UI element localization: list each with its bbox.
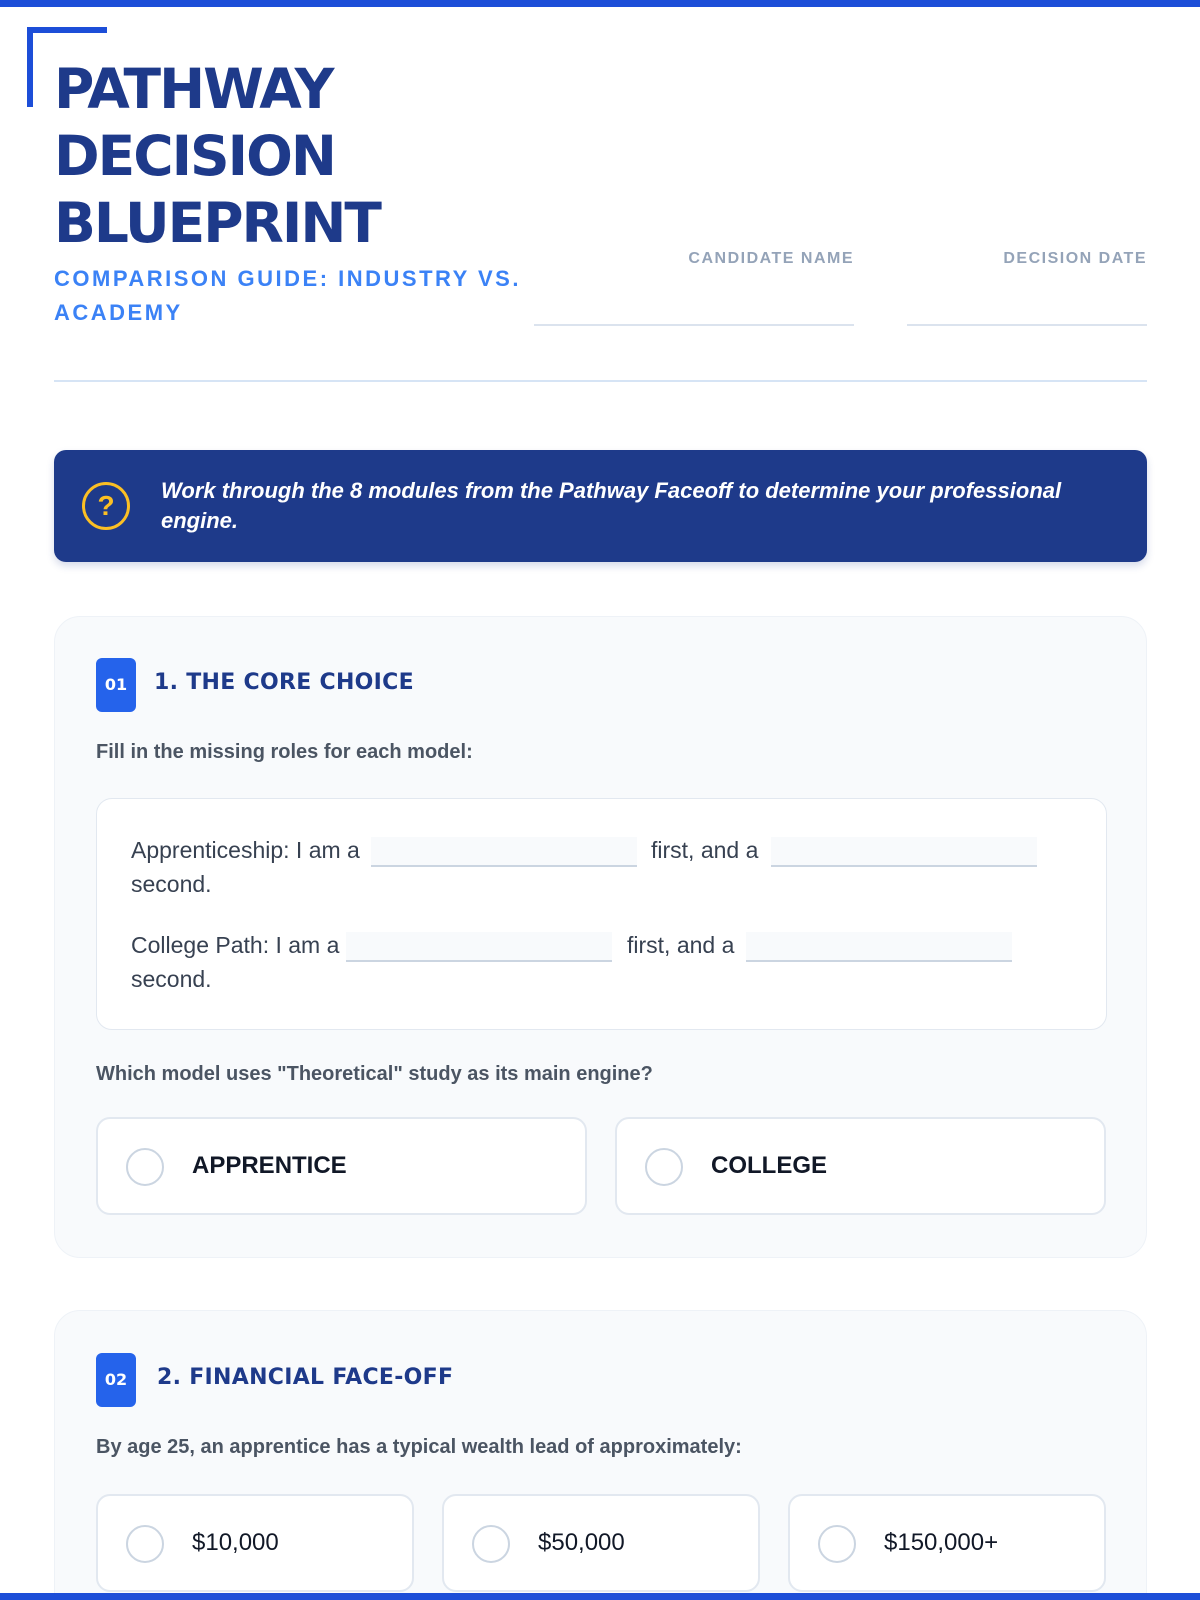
fill-row-middle: first, and a [651, 837, 759, 863]
title-line-3: BLUEPRINT [54, 191, 380, 255]
module-prompt: Fill in the missing roles for each model: [96, 741, 473, 763]
option-150000-plus[interactable] [788, 1494, 1106, 1592]
fill-row-college [131, 932, 1071, 1002]
fill-row-apprenticeship [131, 837, 1071, 907]
candidate-name-field [534, 250, 854, 268]
module-card-financial-face-off [54, 1310, 1147, 1600]
module-number-badge: 01 [96, 658, 136, 712]
decision-date-input[interactable] [907, 324, 1147, 326]
module-card-core-choice [54, 616, 1147, 1258]
option-label: $50,000 [538, 1529, 625, 1556]
title-line-1: PATHWAY [54, 57, 333, 121]
instructions-banner [54, 450, 1147, 562]
page-title [54, 56, 534, 257]
candidate-name-label: CANDIDATE NAME [688, 250, 854, 267]
bottom-accent-bar [0, 1593, 1200, 1600]
decision-date-field [907, 250, 1147, 268]
radio-button[interactable] [126, 1525, 164, 1563]
top-accent-bar [0, 0, 1200, 7]
header-divider [54, 380, 1147, 382]
fill-row-middle: first, and a [627, 932, 735, 958]
module-prompt: By age 25, an apprentice has a typical wealth lead of approximately: [96, 1436, 742, 1458]
banner-text: Work through the 8 modules from the Pathway Faceoff to determine your professional engine. [161, 478, 1062, 533]
title-line-2: DECISION [54, 124, 335, 188]
module-question: Which model uses "Theoretical" study as its main engine? [96, 1063, 653, 1085]
option-label: $10,000 [192, 1529, 279, 1556]
fill-in-box [96, 798, 1107, 1030]
question-circle-icon: ? [82, 482, 130, 530]
option-label: APPRENTICE [192, 1152, 347, 1179]
fill-blank-4[interactable] [746, 932, 1012, 962]
radio-button[interactable] [818, 1525, 856, 1563]
radio-button[interactable] [472, 1525, 510, 1563]
module-title: 1. THE CORE CHOICE [154, 670, 414, 695]
option-apprentice[interactable] [96, 1117, 587, 1215]
radio-button[interactable] [126, 1148, 164, 1186]
fill-row-prefix: College Path: I am a [131, 932, 340, 958]
module-title: 2. FINANCIAL FACE-OFF [157, 1365, 454, 1390]
fill-blank-2[interactable] [771, 837, 1037, 867]
fill-row-suffix: second. [131, 966, 212, 992]
option-label: $150,000+ [884, 1529, 999, 1556]
option-50000[interactable] [442, 1494, 760, 1592]
module-number-badge: 02 [96, 1353, 136, 1407]
page-subtitle: COMPARISON GUIDE: INDUSTRY VS. ACADEMY [54, 266, 521, 325]
fill-blank-1[interactable] [371, 837, 637, 867]
decision-date-label: DECISION DATE [1003, 250, 1147, 267]
fill-row-prefix: Apprenticeship: I am a [131, 837, 360, 863]
option-10000[interactable] [96, 1494, 414, 1592]
fill-blank-3[interactable] [346, 932, 612, 962]
candidate-name-input[interactable] [534, 324, 854, 326]
fill-row-suffix: second. [131, 871, 212, 897]
radio-button[interactable] [645, 1148, 683, 1186]
option-label: COLLEGE [711, 1152, 828, 1179]
option-college[interactable] [615, 1117, 1106, 1215]
